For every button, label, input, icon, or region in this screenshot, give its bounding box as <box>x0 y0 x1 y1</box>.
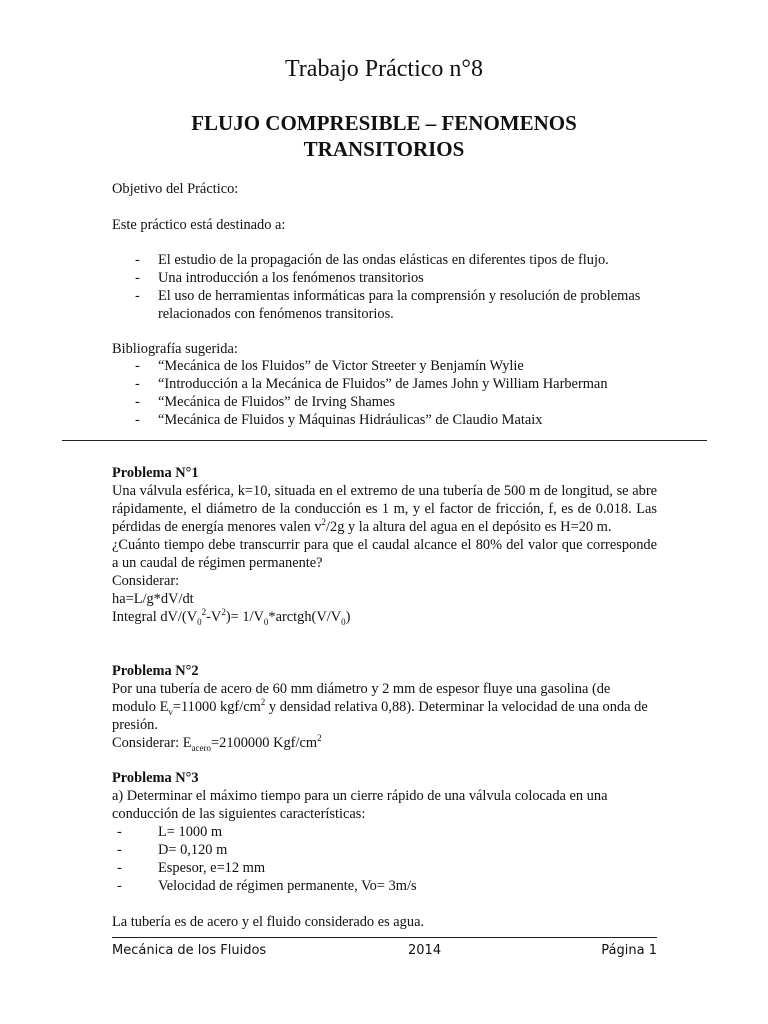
problem-1-equation-1: ha=L/g*dV/dt <box>112 591 194 607</box>
objective-intro: Este práctico está destinado a: <box>112 217 286 233</box>
list-item: - El uso de herramientas informáticas para la comprensión y resolución de problemas relacionados con fenómenos transitorios. <box>112 287 657 323</box>
list-item: - “Mecánica de Fluidos” de Irving Shames <box>112 393 657 411</box>
problem-2-text: Por una tubería de acero de 60 mm diámetro y 2 mm de espesor fluye una gasolina (de modulo $E_v=11000$ kgf/$cm^2$ y densidad relativa 0,88). Determinar la velocidad de una onda de presión. <box>112 681 648 733</box>
footer-course: Mecánica de los Fluidos <box>112 943 267 958</box>
list-item: - Una introducción a los fenómenos transitorios <box>112 269 657 287</box>
list-item: - El estudio de la propagación de las ondas elásticas en diferentes tipos de flujo. <box>112 251 657 269</box>
problem-3-closing: La tubería es de acero y el fluido considerado es agua. <box>112 914 425 930</box>
document-title: Trabajo Práctico n°8 <box>284 56 483 82</box>
bibliography-list <box>112 357 657 429</box>
list-item: - “Introducción a la Mecánica de Fluidos” de James John y William Harberman <box>112 375 657 393</box>
problem-2 <box>112 662 657 752</box>
problem-3-text: a) Determinar el máximo tiempo para un cierre rápido de una válvula colocada en una conducción de las siguientes características: <box>112 788 608 822</box>
objective-list <box>112 251 657 323</box>
footer-year: 2014 <box>408 943 442 958</box>
list-item: - Velocidad de régimen permanente, Vo= 3m/s <box>112 877 657 895</box>
bibliography-label: Bibliografía sugerida: <box>112 341 238 357</box>
problem-3 <box>112 769 657 931</box>
problem-3-list <box>112 823 657 895</box>
list-item: - “Mecánica de los Fluidos” de Victor Streeter y Benjamín Wylie <box>112 357 657 375</box>
problem-2-title: Problema N°2 <box>112 663 199 679</box>
problem-3-title: Problema N°3 <box>112 770 199 786</box>
list-item: - D= 0,120 m <box>112 841 657 859</box>
footer-page-number: Página 1 <box>601 943 657 958</box>
problem-1-question: ¿Cuánto tiempo debe transcurrir para que el caudal alcance el 80% del valor que corresponde a un caudal de régimen permanente? <box>112 537 657 571</box>
document-heading <box>0 110 768 162</box>
heading-line-1: FLUJO COMPRESIBLE – FENOMENOS <box>191 111 577 135</box>
page-footer <box>112 943 657 963</box>
list-item: - “Mecánica de Fluidos y Máquinas Hidráulicas” de Claudio Mataix <box>112 411 657 429</box>
objective-label: Objetivo del Práctico: <box>112 181 239 197</box>
list-item: - Espesor, e=12 mm <box>112 859 657 877</box>
problem-1-equation-2: Integral $dV/(V_0^2-V^2)=$ $1/V_0*arctgh(V/V_0)$ <box>112 607 351 627</box>
section-divider <box>62 440 707 441</box>
problem-1 <box>112 464 657 626</box>
footer-divider <box>112 937 657 938</box>
problem-1-title: Problema N°1 <box>112 465 199 481</box>
heading-line-2: TRANSITORIOS <box>303 137 465 161</box>
problem-2-consider: Considerar: $E_{acero}=2100000$ Kgf/$cm^2$ <box>112 733 322 753</box>
list-item: - L= 1000 m <box>112 823 657 841</box>
problem-1-text: Una válvula esférica, k=10, situada en el extremo de una tubería de 500 m de longitud, se abre rápidamente, el diámetro de la conducción es 1 m, y el factor de fricción, f, es de 0.018. Las pérdidas de energía menores valen $v^2/2g$ y la altura del agua en el depósito es H=20 m. <box>112 483 657 535</box>
problem-1-consider: Considerar: <box>112 573 180 589</box>
